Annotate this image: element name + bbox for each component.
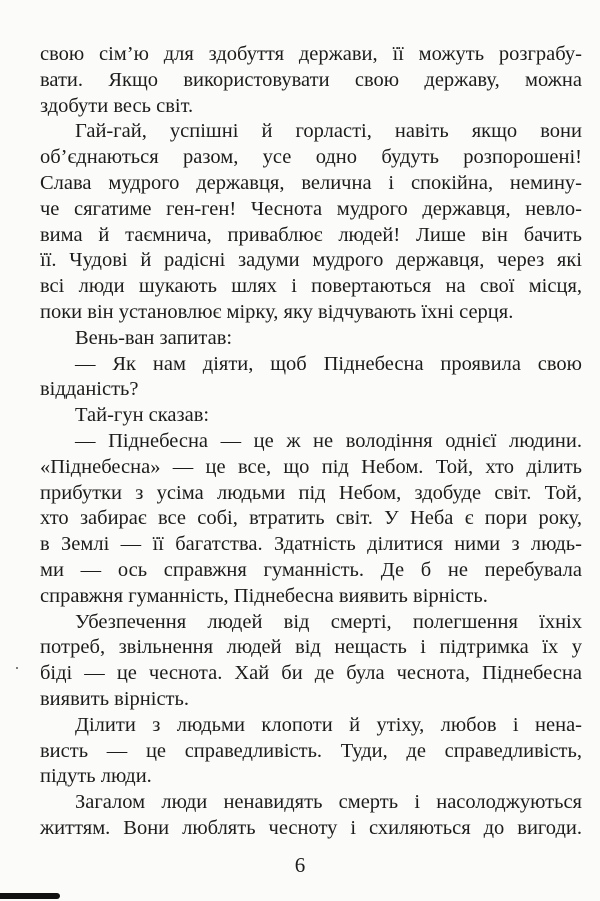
page-number: 6 xyxy=(294,853,306,877)
text-line: Убезпечення людей від смерті, полегшення їхніх xyxy=(75,610,582,633)
text-line: підуть люди. xyxy=(40,765,152,788)
text-line: виявить вірність. xyxy=(40,687,189,710)
text-line: об’єднаються разом, усе одно будуть розпорошені! xyxy=(40,146,582,169)
text-line: справжня гуманність, Піднебесна виявить вірність. xyxy=(40,584,488,607)
text-line: здобути весь світ. xyxy=(40,94,194,117)
text-line: че сягатиме ген-ген! Чеснота мудрого державця, невло- xyxy=(40,197,582,220)
text-line: вима й таємнича, приваблює людей! Лише він бачить xyxy=(40,223,582,246)
text-line: життям. Вони люблять чесноту і схиляються до вигоди. xyxy=(40,816,582,839)
text-line: потреб, звільнення людей від нещасть і підтримка їх у xyxy=(40,636,582,659)
text-line: висть — це справедливість. Туди, де справедливість, xyxy=(40,739,582,762)
text-line: — Як нам діяти, щоб Піднебесна проявила свою xyxy=(75,352,582,375)
page-body-text xyxy=(40,42,582,842)
text-line: біді — це чеснота. Хай би де була чеснота, Піднебесна xyxy=(40,662,582,685)
text-line: відданість? xyxy=(40,378,139,401)
text-line: Тай-гун сказав: xyxy=(75,404,210,427)
text-line: свою сім’ю для здобуття держави, її можуть розграбу- xyxy=(40,43,582,65)
text-line: «Піднебесна» — це все, що під Небом. Той, хто ділить xyxy=(40,455,582,478)
text-line: вати. Якщо використовувати свою державу, можна xyxy=(40,68,582,91)
text-line: в Землі — її багатства. Здатність ділитися ними з людь- xyxy=(40,533,582,556)
text-line: хто забирає все собі, втратить світ. У Неба є пори року, xyxy=(40,507,582,530)
scan-edge-mark xyxy=(0,893,60,899)
text-line: всі люди шукають шлях і повертаються на свої місця, xyxy=(40,275,582,298)
text-line: поки він установлює мірку, яку відчувають їхні серця. xyxy=(40,300,514,323)
text-line: її. Чудові й радісні задуми мудрого державця, через які xyxy=(40,249,582,272)
text-line: Загалом люди ненавидять смерть і насолоджуються xyxy=(75,791,582,814)
text-line: ми — ось справжня гуманність. Де б не перебувала xyxy=(40,558,582,581)
scan-speck xyxy=(16,667,18,669)
text-line: Вень-ван запитав: xyxy=(75,326,233,349)
text-line: прибутки з усіма людьми під Небом, здобуде світ. Той, xyxy=(40,481,582,504)
text-line: Ділити з людьми клопоти й утіху, любов і нена- xyxy=(75,713,582,736)
text-line: — Піднебесна — це ж не володіння однієї людини. xyxy=(75,429,582,452)
text-line: Гай-гай, успішні й горласті, навіть якщо вони xyxy=(75,120,582,143)
text-line: Слава мудрого державця, велична і спокійна, немину- xyxy=(40,171,582,194)
